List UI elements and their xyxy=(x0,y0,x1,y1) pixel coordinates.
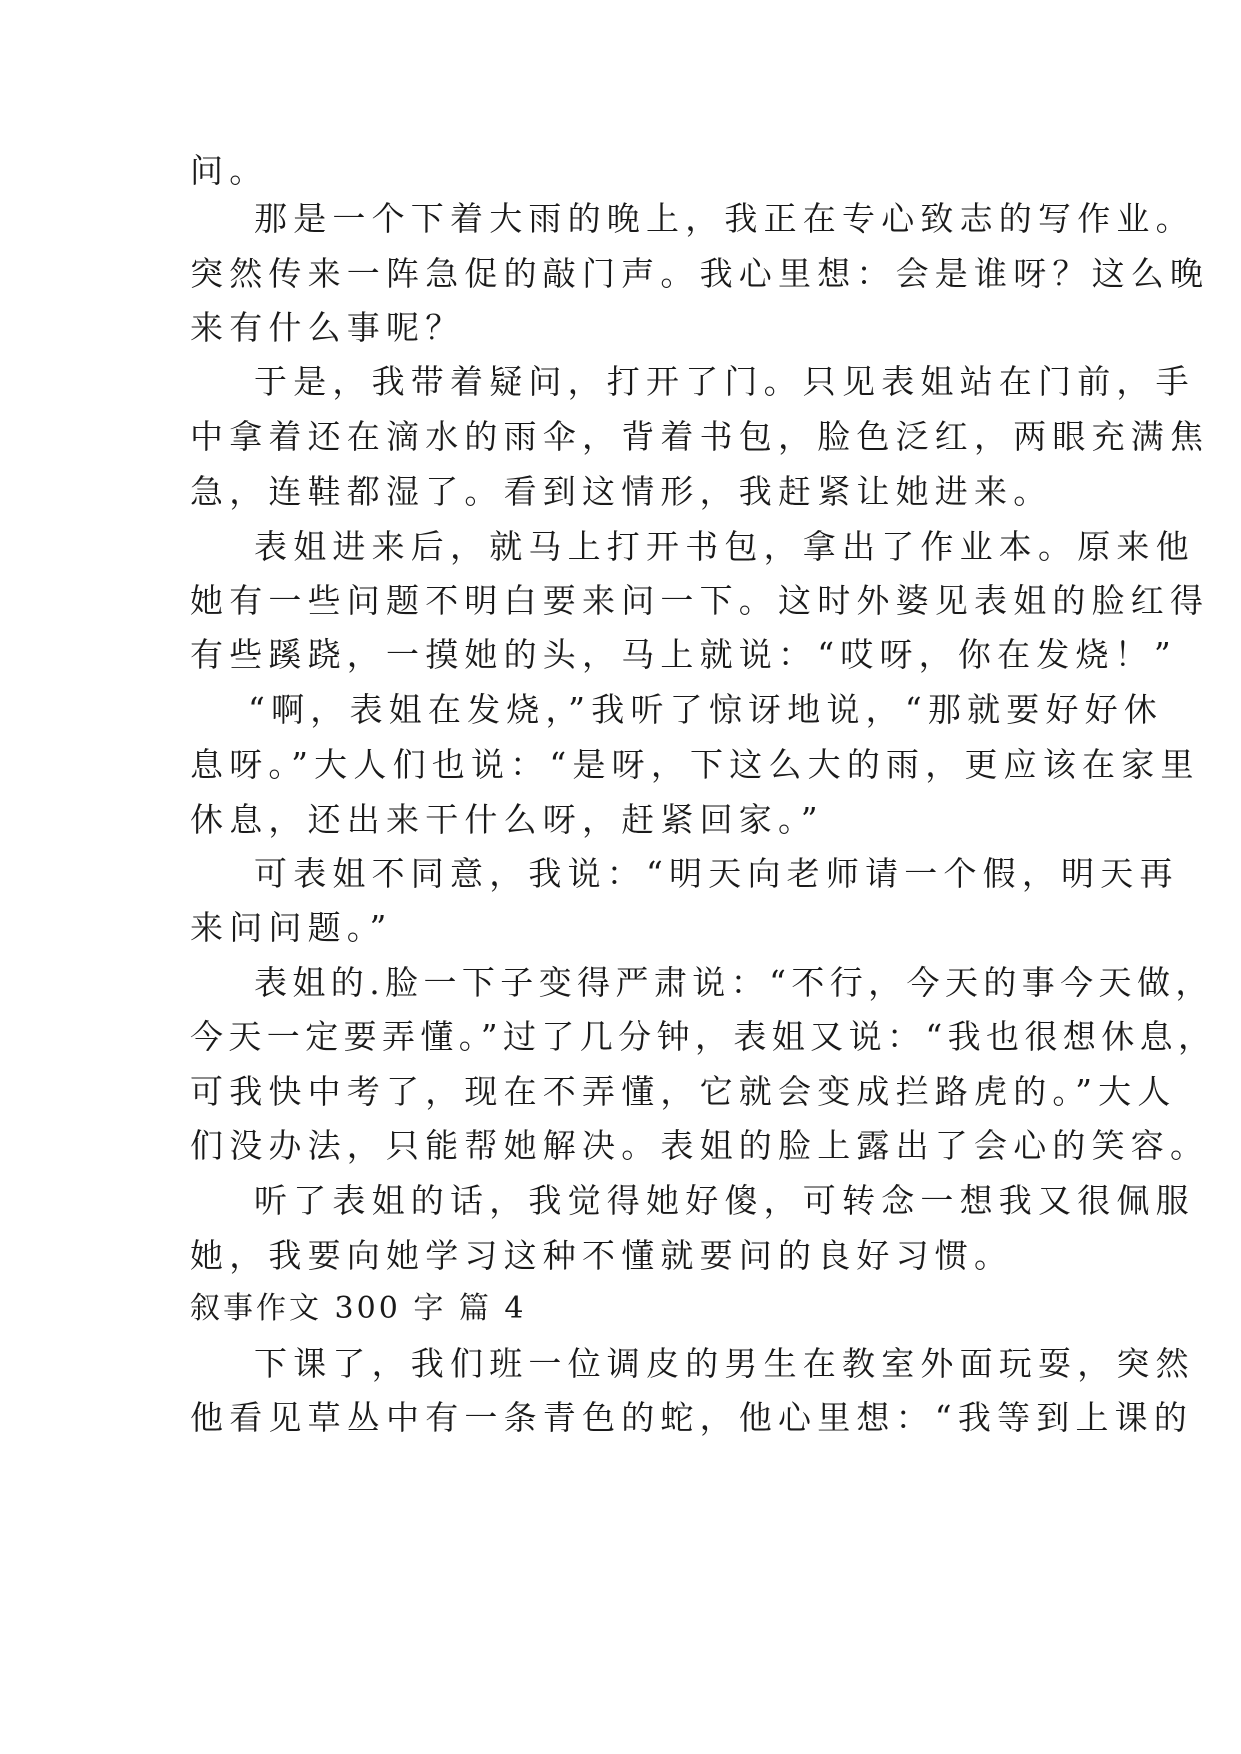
text-line: 她，我要向她学习这种不懂就要问的良好习惯。 xyxy=(190,1236,1014,1275)
text-line: 来有什么事呢？ xyxy=(190,308,465,347)
text-line: 她有一些问题不明白要来问一下。这时外婆见表姐的脸红得 xyxy=(190,581,1210,620)
paragraph-start-line: 可表姐不同意，我说：“明天向老师请一个假，明天再 xyxy=(254,854,1179,893)
paragraph-start-line: 听了表姐的话，我觉得她好傻，可转念一想我又很佩服 xyxy=(254,1181,1195,1220)
text-line: 问。 xyxy=(190,151,269,190)
text-line: 们没办法，只能帮她解决。表姐的脸上露出了会心的笑容。 xyxy=(190,1126,1210,1165)
text-line: 息呀。”大人们也说：“是呀，下这么大的雨，更应该在家里 xyxy=(190,745,1200,784)
paragraph-start-line: 于是，我带着疑问，打开了门。只见表姐站在门前，手 xyxy=(254,362,1195,401)
text-line: 今天一定要弄懂。”过了几分钟，表姐又说：“我也很想休息， xyxy=(190,1017,1217,1056)
text-line: 中拿着还在滴水的雨伞，背着书包，脸色泛红，两眼充满焦 xyxy=(190,417,1210,456)
paragraph-start-line: 表姐的.脸一下子变得严肃说：“不行，今天的事今天做， xyxy=(254,963,1214,1002)
text-line: 突然传来一阵急促的敲门声。我心里想：会是谁呀？这么晚 xyxy=(190,254,1210,293)
paragraph-start-line: 那是一个下着大雨的晚上，我正在专心致志的写作业。 xyxy=(254,199,1195,238)
section-heading: 叙事作文 300 字 篇 4 xyxy=(190,1291,527,1326)
text-line: 可我快中考了，现在不弄懂，它就会变成拦路虎的。”大人 xyxy=(190,1072,1177,1111)
text-line: 急，连鞋都湿了。看到这情形，我赶紧让她进来。 xyxy=(190,472,1053,511)
text-line: 他看见草丛中有一条青色的蛇，他心里想：“我等到上课的 xyxy=(190,1398,1194,1437)
text-line: 来问问题。” xyxy=(190,908,393,947)
paragraph-start-line: “啊，表姐在发烧，”我听了惊讶地说，“那就要好好休 xyxy=(248,690,1164,729)
paragraph-start-line: 下课了，我们班一位调皮的男生在教室外面玩耍，突然 xyxy=(254,1344,1195,1383)
text-line: 休息，还出来干什么呀，赶紧回家。” xyxy=(190,800,824,839)
paragraph-start-line: 表姐进来后，就马上打开书包，拿出了作业本。原来他 xyxy=(254,527,1195,566)
text-line: 有些蹊跷，一摸她的头，马上就说：“哎呀，你在发烧！” xyxy=(190,635,1177,674)
